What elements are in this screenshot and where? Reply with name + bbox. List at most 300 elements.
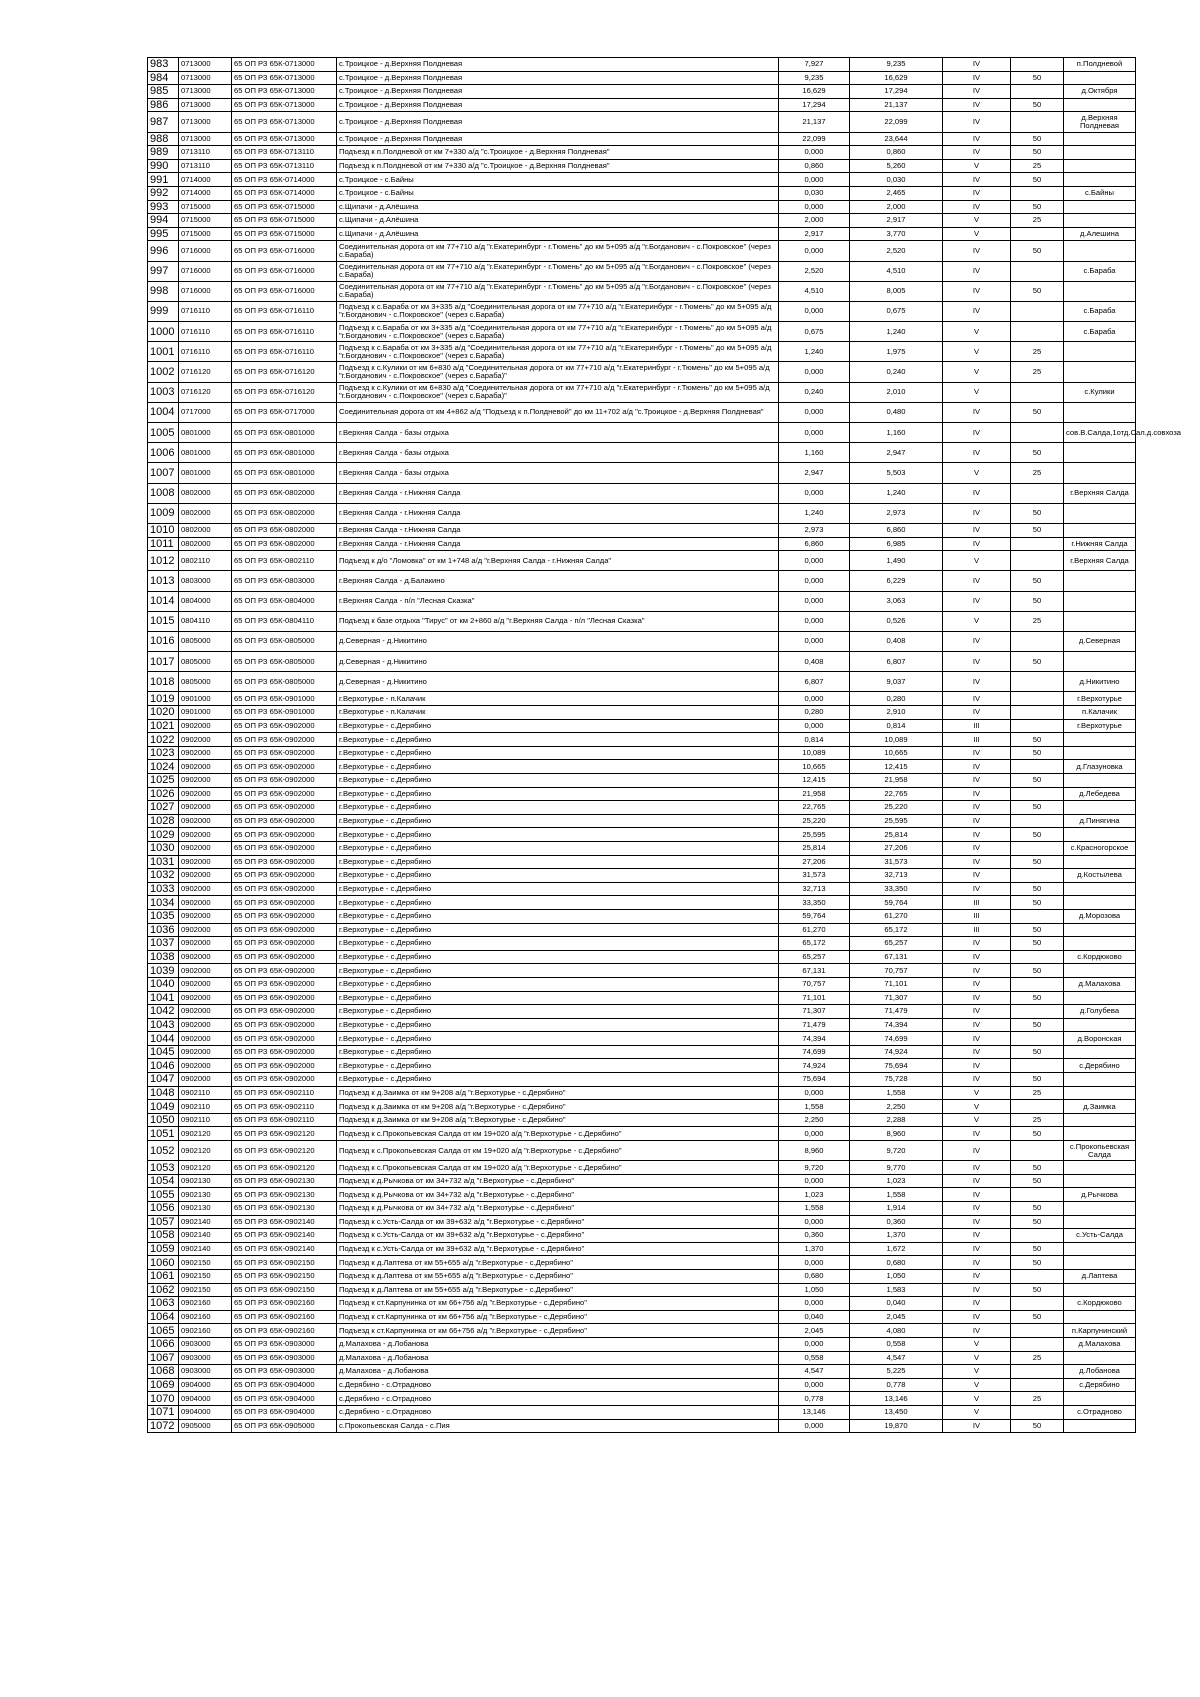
registry-id-cell: 65 ОП РЗ 65К-0715000: [232, 200, 337, 214]
road-code-cell: 0716120: [179, 382, 232, 402]
settlement-cell: [1064, 991, 1136, 1005]
registry-id-cell: 65 ОП РЗ 65К-0902000: [232, 855, 337, 869]
row-number-cell: 989: [148, 146, 179, 160]
row-number-cell: 1037: [148, 937, 179, 951]
km-start-cell: 2,520: [779, 261, 850, 281]
road-category-cell: IV: [943, 964, 1011, 978]
km-start-cell: 67,131: [779, 964, 850, 978]
table-row: [148, 828, 1136, 842]
speed-limit-cell: 50: [1011, 801, 1064, 815]
table-row: [148, 186, 1136, 200]
row-number-cell: 1009: [148, 503, 179, 523]
road-name-cell: д.Малахова - д.Лобанова: [337, 1337, 779, 1351]
row-number-cell: 1045: [148, 1045, 179, 1059]
speed-limit-cell: [1011, 186, 1064, 200]
registry-id-cell: 65 ОП РЗ 65К-0804000: [232, 591, 337, 611]
settlement-cell: г.Верхняя Салда: [1064, 483, 1136, 503]
road-category-cell: IV: [943, 1310, 1011, 1324]
speed-limit-cell: 50: [1011, 571, 1064, 591]
road-code-cell: 0902150: [179, 1269, 232, 1283]
km-end-cell: 23,644: [850, 132, 943, 146]
km-start-cell: 0,814: [779, 733, 850, 747]
settlement-cell: г.Нижняя Салда: [1064, 537, 1136, 551]
row-number-cell: 1069: [148, 1378, 179, 1392]
road-category-cell: IV: [943, 977, 1011, 991]
table-row: [148, 281, 1136, 301]
speed-limit-cell: 50: [1011, 241, 1064, 261]
km-start-cell: 4,510: [779, 281, 850, 301]
settlement-cell: [1064, 652, 1136, 672]
speed-limit-cell: [1011, 112, 1064, 132]
road-name-cell: с.Троицкое - д.Верхняя Полдневая: [337, 71, 779, 85]
road-code-cell: 0902120: [179, 1161, 232, 1175]
road-category-cell: V: [943, 463, 1011, 483]
table-row: [148, 200, 1136, 214]
row-number-cell: 993: [148, 200, 179, 214]
registry-id-cell: 65 ОП РЗ 65К-0902130: [232, 1174, 337, 1188]
row-number-cell: 994: [148, 214, 179, 228]
row-number-cell: 984: [148, 71, 179, 85]
road-category-cell: IV: [943, 241, 1011, 261]
km-end-cell: 71,101: [850, 977, 943, 991]
road-code-cell: 0713000: [179, 58, 232, 72]
road-category-cell: IV: [943, 591, 1011, 611]
table-row: [148, 1141, 1136, 1161]
settlement-cell: [1064, 964, 1136, 978]
table-row: [148, 950, 1136, 964]
road-category-cell: IV: [943, 841, 1011, 855]
km-end-cell: 12,415: [850, 760, 943, 774]
road-name-cell: г.Верхотурье - с.Дерябино: [337, 841, 779, 855]
registry-id-cell: 65 ОП РЗ 65К-0805000: [232, 652, 337, 672]
road-code-cell: 0902000: [179, 964, 232, 978]
km-start-cell: 7,927: [779, 58, 850, 72]
settlement-cell: [1064, 1310, 1136, 1324]
registry-id-cell: 65 ОП РЗ 65К-0902000: [232, 1073, 337, 1087]
table-row: [148, 1161, 1136, 1175]
road-code-cell: 0714000: [179, 173, 232, 187]
row-number-cell: 1055: [148, 1188, 179, 1202]
road-name-cell: г.Верхотурье - с.Дерябино: [337, 964, 779, 978]
km-end-cell: 0,240: [850, 362, 943, 382]
speed-limit-cell: [1011, 322, 1064, 342]
road-name-cell: Подъезд к ст.Карпунинка от км 66+756 а/д "г.Верхотурье - с.Дерябино": [337, 1310, 779, 1324]
km-end-cell: 0,360: [850, 1215, 943, 1229]
km-end-cell: 1,558: [850, 1188, 943, 1202]
road-name-cell: Соединительная дорога от км 4+862 а/д "Подъезд к п.Полдневой" до км 11+702 а/д "с.Троицкое - д.Верхняя Полдневая": [337, 402, 779, 422]
km-end-cell: 27,206: [850, 841, 943, 855]
row-number-cell: 1030: [148, 841, 179, 855]
settlement-cell: [1064, 1073, 1136, 1087]
road-category-cell: IV: [943, 443, 1011, 463]
row-number-cell: 992: [148, 186, 179, 200]
speed-limit-cell: 50: [1011, 896, 1064, 910]
settlement-cell: [1064, 159, 1136, 173]
speed-limit-cell: [1011, 1032, 1064, 1046]
km-start-cell: 0,778: [779, 1392, 850, 1406]
km-end-cell: 0,040: [850, 1297, 943, 1311]
table-row: [148, 869, 1136, 883]
road-name-cell: г.Верхотурье - с.Дерябино: [337, 774, 779, 788]
registry-id-cell: 65 ОП РЗ 65К-0902150: [232, 1256, 337, 1270]
registry-id-cell: 65 ОП РЗ 65К-0902000: [232, 869, 337, 883]
table-row: [148, 1059, 1136, 1073]
table-row: [148, 173, 1136, 187]
km-end-cell: 71,479: [850, 1005, 943, 1019]
km-end-cell: 19,870: [850, 1419, 943, 1433]
km-start-cell: 1,370: [779, 1242, 850, 1256]
km-end-cell: 65,172: [850, 923, 943, 937]
road-code-cell: 0905000: [179, 1419, 232, 1433]
road-code-cell: 0902000: [179, 828, 232, 842]
settlement-cell: [1064, 1283, 1136, 1297]
settlement-cell: п.Калачик: [1064, 706, 1136, 720]
row-number-cell: 1063: [148, 1297, 179, 1311]
table-row: [148, 977, 1136, 991]
road-name-cell: с.Троицкое - д.Верхняя Полдневая: [337, 98, 779, 112]
road-code-cell: 0902110: [179, 1086, 232, 1100]
road-name-cell: Подъезд к п.Полдневой от км 7+330 а/д "с.Троицкое - д.Верхняя Полдневая": [337, 146, 779, 160]
settlement-cell: д.Северная: [1064, 631, 1136, 651]
road-code-cell: 0902000: [179, 896, 232, 910]
table-row: [148, 227, 1136, 241]
road-code-cell: 0716000: [179, 241, 232, 261]
km-end-cell: 4,080: [850, 1324, 943, 1338]
registry-id-cell: 65 ОП РЗ 65К-0902000: [232, 733, 337, 747]
row-number-cell: 985: [148, 85, 179, 99]
table-row: [148, 1283, 1136, 1297]
road-code-cell: 0902000: [179, 719, 232, 733]
settlement-cell: [1064, 402, 1136, 422]
table-row: [148, 1086, 1136, 1100]
km-end-cell: 70,757: [850, 964, 943, 978]
km-end-cell: 0,558: [850, 1337, 943, 1351]
table-row: [148, 503, 1136, 523]
speed-limit-cell: 50: [1011, 1073, 1064, 1087]
settlement-cell: [1064, 1174, 1136, 1188]
road-name-cell: Подъезд к с.Бараба от км 3+335 а/д "Соединительная дорога от км 77+710 а/д "г.Екатеринбург - г.Тюмень" до км 5+095 а/д "г.Богданович - с.Покровское" (через с.Бараба): [337, 342, 779, 362]
registry-id-cell: 65 ОП РЗ 65К-0902130: [232, 1188, 337, 1202]
road-name-cell: г.Верхотурье - с.Дерябино: [337, 733, 779, 747]
road-name-cell: Подъезд к с.Кулики от км 6+830 а/д "Соединительная дорога от км 77+710 а/д "г.Екатеринбург - г.Тюмень" до км 5+095 а/д "г.Богданович - с.Покровское" (через с.Бараба)": [337, 382, 779, 402]
table-row: [148, 841, 1136, 855]
registry-id-cell: 65 ОП РЗ 65К-0716000: [232, 241, 337, 261]
speed-limit-cell: [1011, 1005, 1064, 1019]
road-category-cell: IV: [943, 132, 1011, 146]
road-category-cell: IV: [943, 537, 1011, 551]
row-number-cell: 1017: [148, 652, 179, 672]
road-name-cell: д.Северная - д.Никитино: [337, 631, 779, 651]
road-name-cell: г.Верхняя Салда - г.Нижняя Салда: [337, 483, 779, 503]
km-end-cell: 1,160: [850, 423, 943, 443]
km-end-cell: 9,720: [850, 1141, 943, 1161]
road-name-cell: Подъезд к с.Усть-Салда от км 39+632 а/д "г.Верхотурье - с.Дерябино": [337, 1242, 779, 1256]
registry-id-cell: 65 ОП РЗ 65К-0902000: [232, 1005, 337, 1019]
road-category-cell: IV: [943, 1018, 1011, 1032]
table-row: [148, 1419, 1136, 1433]
km-start-cell: 13,146: [779, 1405, 850, 1419]
speed-limit-cell: 50: [1011, 281, 1064, 301]
road-category-cell: IV: [943, 746, 1011, 760]
registry-id-cell: 65 ОП РЗ 65К-0901000: [232, 692, 337, 706]
speed-limit-cell: 50: [1011, 1161, 1064, 1175]
road-name-cell: с.Троицкое - д.Верхняя Полдневая: [337, 132, 779, 146]
road-name-cell: с.Щипачи - д.Алёшина: [337, 214, 779, 228]
road-code-cell: 0902160: [179, 1310, 232, 1324]
road-category-cell: IV: [943, 1419, 1011, 1433]
table-row: [148, 551, 1136, 571]
road-category-cell: V: [943, 1365, 1011, 1379]
registry-id-cell: 65 ОП РЗ 65К-0902000: [232, 719, 337, 733]
table-row: [148, 1174, 1136, 1188]
registry-id-cell: 65 ОП РЗ 65К-0902140: [232, 1215, 337, 1229]
road-category-cell: IV: [943, 882, 1011, 896]
settlement-cell: д.Малахова: [1064, 977, 1136, 991]
settlement-cell: [1064, 937, 1136, 951]
km-end-cell: 67,131: [850, 950, 943, 964]
km-end-cell: 1,490: [850, 551, 943, 571]
road-category-cell: IV: [943, 503, 1011, 523]
road-code-cell: 0902000: [179, 801, 232, 815]
km-end-cell: 8,960: [850, 1127, 943, 1141]
table-row: [148, 1324, 1136, 1338]
table-row: [148, 909, 1136, 923]
km-start-cell: 0,558: [779, 1351, 850, 1365]
road-category-cell: III: [943, 733, 1011, 747]
road-name-cell: г.Верхотурье - с.Дерябино: [337, 1059, 779, 1073]
km-start-cell: 0,860: [779, 159, 850, 173]
road-code-cell: 0902140: [179, 1242, 232, 1256]
km-end-cell: 0,030: [850, 173, 943, 187]
speed-limit-cell: [1011, 537, 1064, 551]
km-start-cell: 0,000: [779, 173, 850, 187]
speed-limit-cell: [1011, 950, 1064, 964]
road-name-cell: г.Верхотурье - с.Дерябино: [337, 828, 779, 842]
km-start-cell: 0,240: [779, 382, 850, 402]
settlement-cell: с.Кордюково: [1064, 950, 1136, 964]
road-name-cell: г.Верхняя Салда - г.Нижняя Салда: [337, 503, 779, 523]
settlement-cell: [1064, 1351, 1136, 1365]
row-number-cell: 1019: [148, 692, 179, 706]
road-category-cell: V: [943, 342, 1011, 362]
km-end-cell: 65,257: [850, 937, 943, 951]
table-row: [148, 382, 1136, 402]
road-category-cell: IV: [943, 423, 1011, 443]
road-name-cell: г.Верхняя Салда - п/л "Лесная Сказка": [337, 591, 779, 611]
road-name-cell: Подъезд к с.Кулики от км 6+830 а/д "Соединительная дорога от км 77+710 а/д "г.Екатеринбург - г.Тюмень" до км 5+095 а/д "г.Богданович - с.Покровское" (через с.Бараба)": [337, 362, 779, 382]
km-start-cell: 17,294: [779, 98, 850, 112]
road-name-cell: Подъезд к с.Прокопьевская Салда от км 19+020 а/д "г.Верхотурье - с.Дерябино": [337, 1161, 779, 1175]
km-start-cell: 2,917: [779, 227, 850, 241]
km-start-cell: 22,099: [779, 132, 850, 146]
km-end-cell: 16,629: [850, 71, 943, 85]
road-code-cell: 0805000: [179, 672, 232, 692]
road-name-cell: Подъезд к д.Рычкова от км 34+732 а/д "г.Верхотурье - с.Дерябино": [337, 1188, 779, 1202]
registry-id-cell: 65 ОП РЗ 65К-0713110: [232, 146, 337, 160]
settlement-cell: сов.В.Салда,1отд.Сал.д.совхоза: [1064, 423, 1136, 443]
km-start-cell: 0,000: [779, 402, 850, 422]
speed-limit-cell: [1011, 909, 1064, 923]
settlement-cell: д.Пинягина: [1064, 814, 1136, 828]
speed-limit-cell: [1011, 787, 1064, 801]
road-code-cell: 0713110: [179, 159, 232, 173]
row-number-cell: 1011: [148, 537, 179, 551]
road-code-cell: 0801000: [179, 443, 232, 463]
table-body: [148, 58, 1182, 1433]
row-number-cell: 1054: [148, 1174, 179, 1188]
road-name-cell: д.Северная - д.Никитино: [337, 652, 779, 672]
settlement-cell: [1064, 463, 1136, 483]
settlement-cell: д.Лебедева: [1064, 787, 1136, 801]
road-code-cell: 0904000: [179, 1378, 232, 1392]
settlement-cell: [1064, 774, 1136, 788]
table-row: [148, 1269, 1136, 1283]
speed-limit-cell: 50: [1011, 652, 1064, 672]
road-name-cell: д.Малахова - д.Лобанова: [337, 1365, 779, 1379]
speed-limit-cell: 50: [1011, 1215, 1064, 1229]
km-start-cell: 25,814: [779, 841, 850, 855]
table-row: [148, 611, 1136, 631]
table-row: [148, 1297, 1136, 1311]
registry-id-cell: 65 ОП РЗ 65К-0902000: [232, 760, 337, 774]
road-code-cell: 0802000: [179, 523, 232, 537]
km-end-cell: 6,985: [850, 537, 943, 551]
speed-limit-cell: [1011, 85, 1064, 99]
km-end-cell: 0,526: [850, 611, 943, 631]
registry-id-cell: 65 ОП РЗ 65К-0902000: [232, 1018, 337, 1032]
road-code-cell: 0804110: [179, 611, 232, 631]
road-name-cell: Подъезд к п.Полдневой от км 7+330 а/д "с.Троицкое - д.Верхняя Полдневая": [337, 159, 779, 173]
row-number-cell: 995: [148, 227, 179, 241]
km-end-cell: 75,694: [850, 1059, 943, 1073]
speed-limit-cell: 50: [1011, 1127, 1064, 1141]
settlement-cell: д.Костылева: [1064, 869, 1136, 883]
registry-id-cell: 65 ОП РЗ 65К-0713000: [232, 58, 337, 72]
road-name-cell: д.Малахова - д.Лобанова: [337, 1351, 779, 1365]
row-number-cell: 1039: [148, 964, 179, 978]
settlement-cell: с.Красногорское: [1064, 841, 1136, 855]
speed-limit-cell: 25: [1011, 362, 1064, 382]
km-end-cell: 21,137: [850, 98, 943, 112]
road-name-cell: г.Верхотурье - с.Дерябино: [337, 950, 779, 964]
settlement-cell: [1064, 1086, 1136, 1100]
km-start-cell: 10,089: [779, 746, 850, 760]
km-start-cell: 61,270: [779, 923, 850, 937]
registry-id-cell: 65 ОП РЗ 65К-0804110: [232, 611, 337, 631]
km-end-cell: 74,924: [850, 1045, 943, 1059]
row-number-cell: 1027: [148, 801, 179, 815]
road-code-cell: 0716000: [179, 281, 232, 301]
table-row: [148, 159, 1136, 173]
road-code-cell: 0902000: [179, 991, 232, 1005]
table-row: [148, 1188, 1136, 1202]
road-category-cell: IV: [943, 937, 1011, 951]
road-code-cell: 0902000: [179, 814, 232, 828]
registry-id-cell: 65 ОП РЗ 65К-0713000: [232, 112, 337, 132]
registry-id-cell: 65 ОП РЗ 65К-0715000: [232, 214, 337, 228]
road-code-cell: 0902150: [179, 1256, 232, 1270]
road-code-cell: 0901000: [179, 706, 232, 720]
row-number-cell: 1049: [148, 1100, 179, 1114]
settlement-cell: д.Воронская: [1064, 1032, 1136, 1046]
row-number-cell: 1028: [148, 814, 179, 828]
registry-id-cell: 65 ОП РЗ 65К-0802110: [232, 551, 337, 571]
settlement-cell: д.Малахова: [1064, 1337, 1136, 1351]
road-name-cell: с.Дерябино - с.Отрадново: [337, 1378, 779, 1392]
settlement-cell: [1064, 828, 1136, 842]
row-number-cell: 1006: [148, 443, 179, 463]
settlement-cell: [1064, 1392, 1136, 1406]
road-code-cell: 0801000: [179, 423, 232, 443]
km-start-cell: 1,050: [779, 1283, 850, 1297]
road-code-cell: 0713000: [179, 85, 232, 99]
speed-limit-cell: [1011, 261, 1064, 281]
km-start-cell: 0,675: [779, 322, 850, 342]
road-name-cell: Подъезд к базе отдыха "Тирус" от км 2+860 а/д "г.Верхняя Салда - п/л "Лесная Сказка": [337, 611, 779, 631]
road-code-cell: 0902000: [179, 855, 232, 869]
speed-limit-cell: [1011, 1378, 1064, 1392]
settlement-cell: [1064, 611, 1136, 631]
road-category-cell: IV: [943, 692, 1011, 706]
road-category-cell: V: [943, 1351, 1011, 1365]
registry-id-cell: 65 ОП РЗ 65К-0902000: [232, 937, 337, 951]
road-code-cell: 0902130: [179, 1202, 232, 1216]
speed-limit-cell: 50: [1011, 1419, 1064, 1433]
road-category-cell: IV: [943, 828, 1011, 842]
road-code-cell: 0902000: [179, 841, 232, 855]
km-start-cell: 16,629: [779, 85, 850, 99]
table-row: [148, 71, 1136, 85]
road-name-cell: г.Верхотурье - с.Дерябино: [337, 1032, 779, 1046]
speed-limit-cell: 50: [1011, 1202, 1064, 1216]
table-row: [148, 855, 1136, 869]
speed-limit-cell: 50: [1011, 923, 1064, 937]
km-end-cell: 21,958: [850, 774, 943, 788]
row-number-cell: 988: [148, 132, 179, 146]
speed-limit-cell: [1011, 1337, 1064, 1351]
speed-limit-cell: 25: [1011, 1351, 1064, 1365]
km-start-cell: 0,000: [779, 571, 850, 591]
row-number-cell: 1046: [148, 1059, 179, 1073]
km-start-cell: 74,699: [779, 1045, 850, 1059]
registry-id-cell: 65 ОП РЗ 65К-0805000: [232, 631, 337, 651]
table-row: [148, 146, 1136, 160]
road-category-cell: IV: [943, 706, 1011, 720]
registry-id-cell: 65 ОП РЗ 65К-0904000: [232, 1405, 337, 1419]
road-name-cell: г.Верхотурье - с.Дерябино: [337, 855, 779, 869]
registry-id-cell: 65 ОП РЗ 65К-0902000: [232, 1059, 337, 1073]
registry-id-cell: 65 ОП РЗ 65К-0802000: [232, 537, 337, 551]
km-end-cell: 2,910: [850, 706, 943, 720]
road-code-cell: 0902000: [179, 760, 232, 774]
row-number-cell: 1029: [148, 828, 179, 842]
registry-id-cell: 65 ОП РЗ 65К-0902110: [232, 1086, 337, 1100]
road-category-cell: IV: [943, 1005, 1011, 1019]
registry-id-cell: 65 ОП РЗ 65К-0716120: [232, 382, 337, 402]
row-number-cell: 1062: [148, 1283, 179, 1297]
settlement-cell: д.Лобанова: [1064, 1365, 1136, 1379]
road-name-cell: с.Троицкое - д.Верхняя Полдневая: [337, 58, 779, 72]
row-number-cell: 1013: [148, 571, 179, 591]
road-category-cell: IV: [943, 814, 1011, 828]
road-category-cell: IV: [943, 1202, 1011, 1216]
table-row: [148, 1032, 1136, 1046]
road-name-cell: г.Верхотурье - с.Дерябино: [337, 1005, 779, 1019]
settlement-cell: [1064, 503, 1136, 523]
road-category-cell: IV: [943, 1141, 1011, 1161]
km-end-cell: 1,370: [850, 1229, 943, 1243]
registry-id-cell: 65 ОП РЗ 65К-0902000: [232, 1045, 337, 1059]
